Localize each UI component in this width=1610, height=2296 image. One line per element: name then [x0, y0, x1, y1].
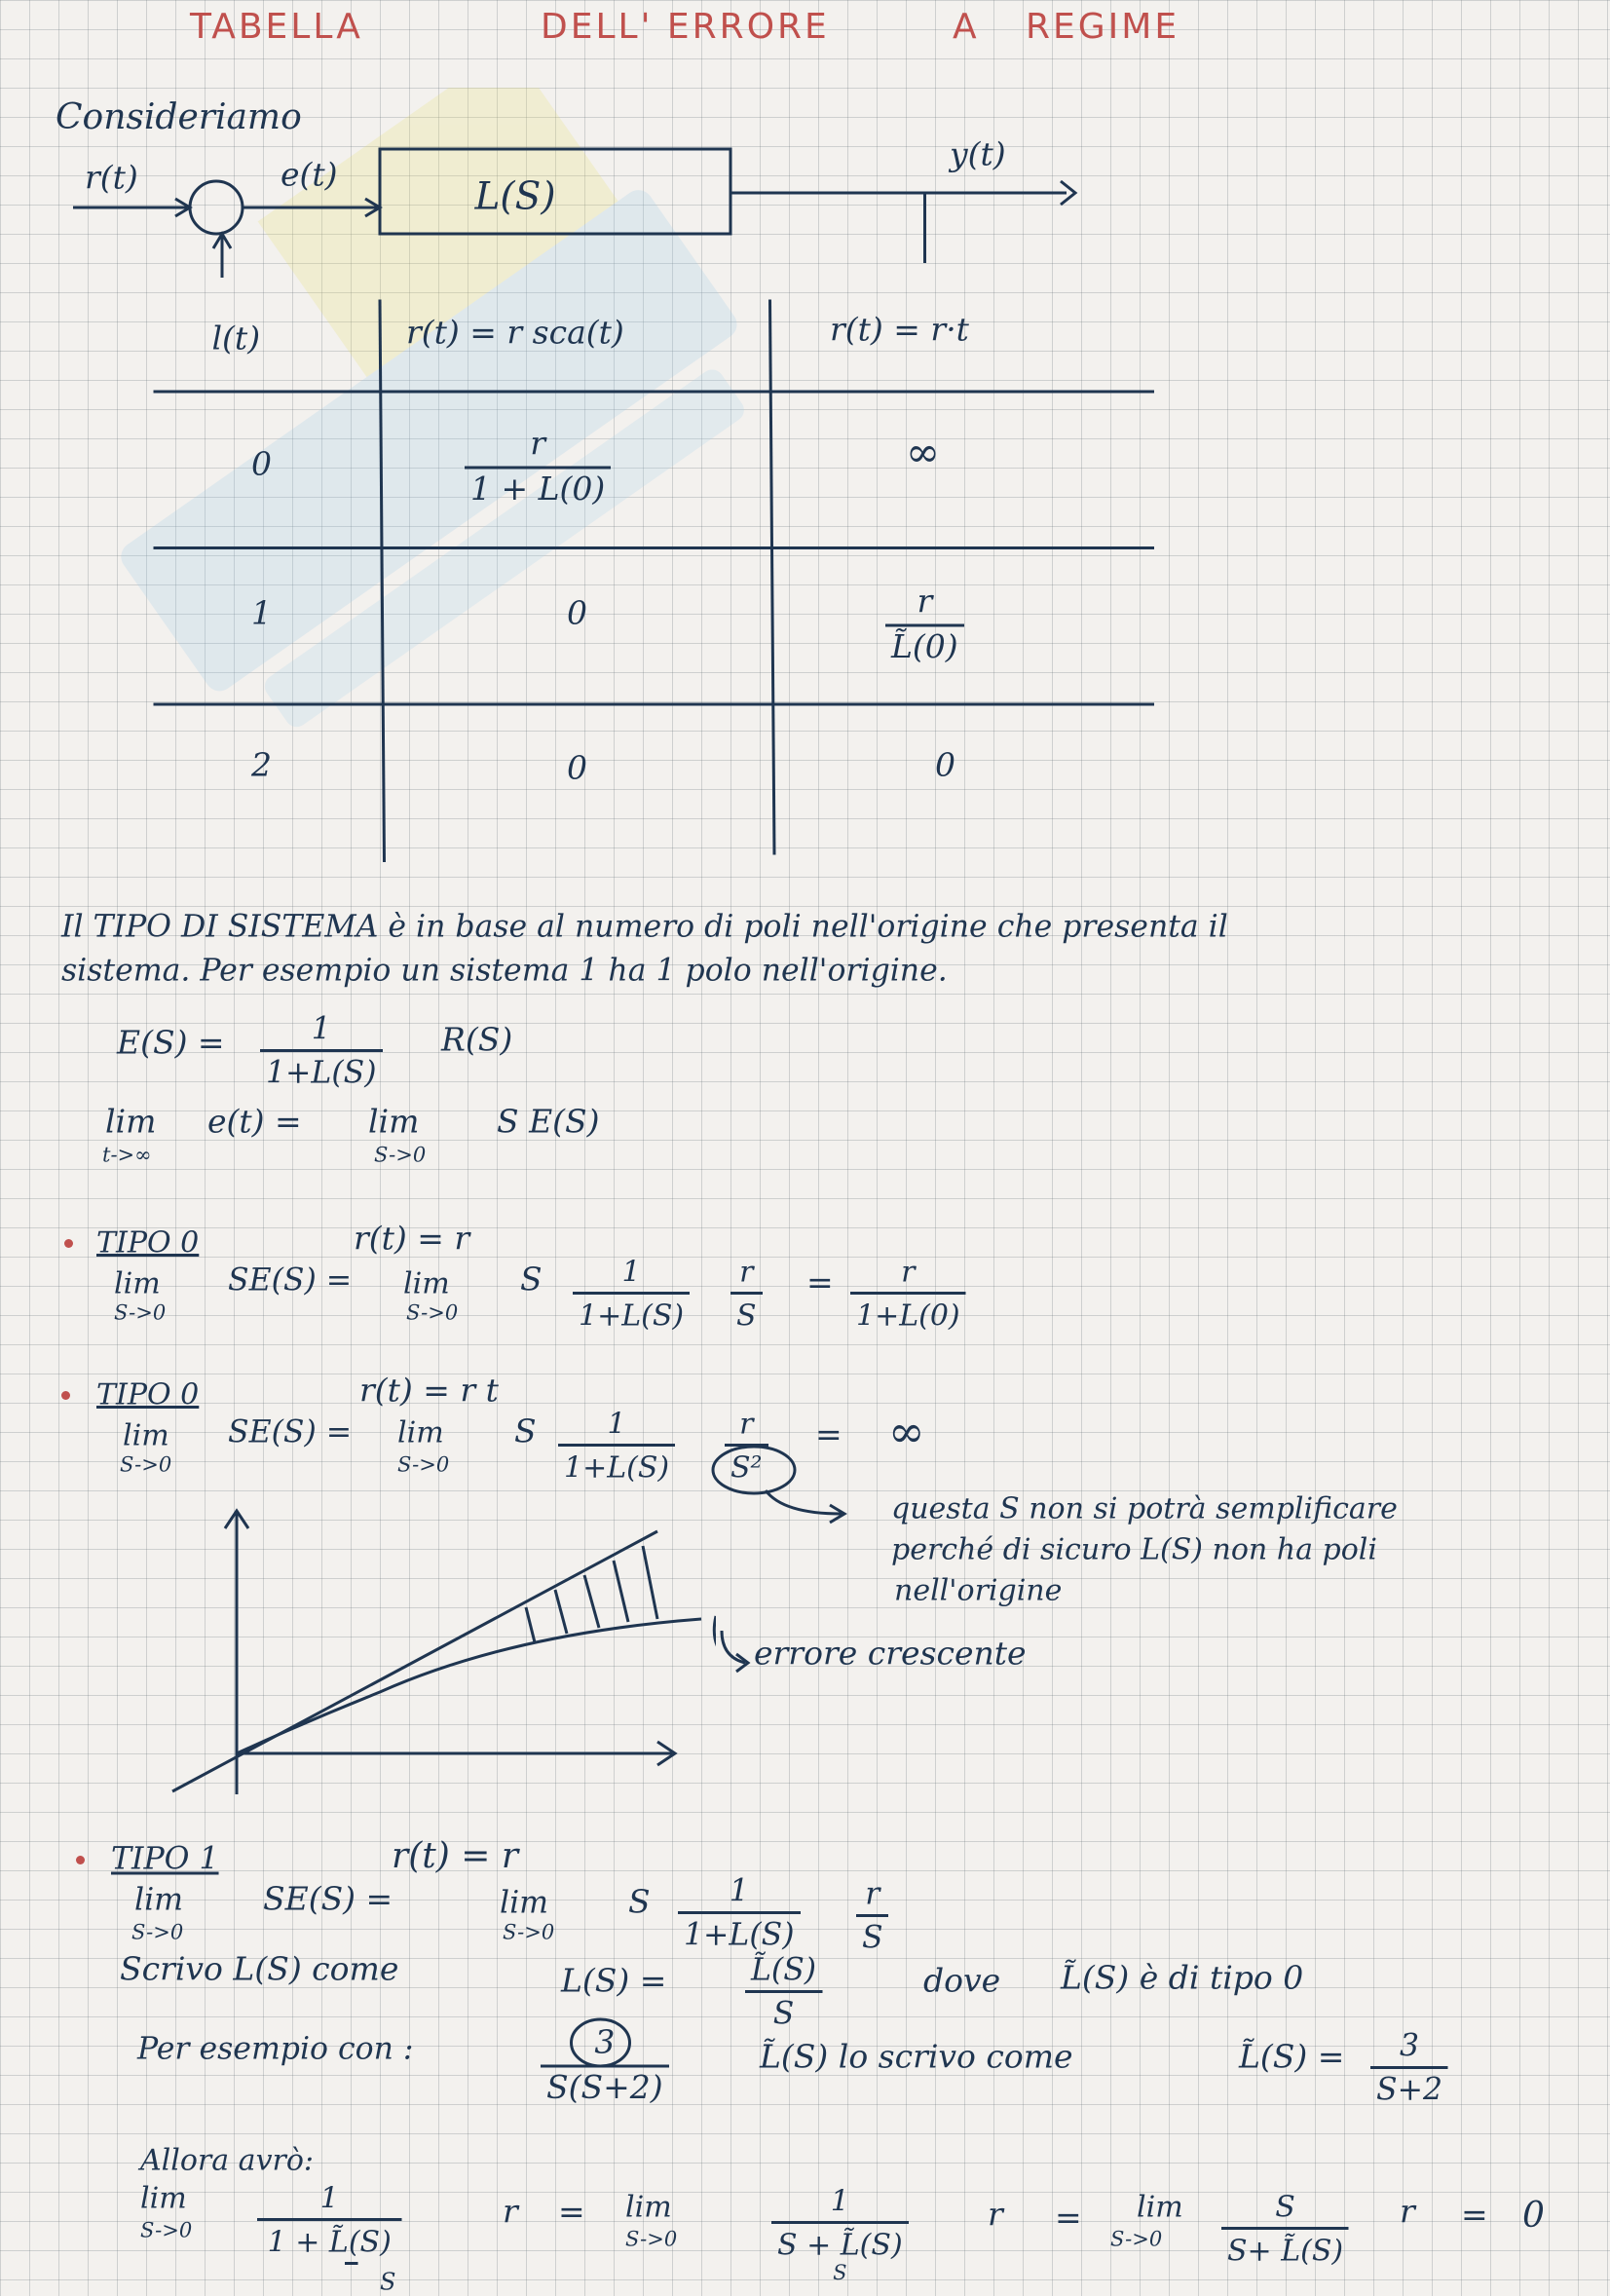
fraction-denominator: S+2: [1376, 2072, 1443, 2107]
fraction-denominator: S + L̃(S): [777, 2227, 903, 2262]
output-label: y(t): [950, 137, 1006, 174]
fraction-bar: [465, 467, 611, 470]
table-header-ramp: r(t) = r·t: [830, 313, 969, 350]
bullet: [61, 1391, 70, 1400]
fraction-bar: [745, 1990, 822, 1993]
error-formula-lhs: E(S) =: [117, 1026, 225, 1063]
block-label: L(S): [474, 175, 556, 219]
fraction-bar: [850, 1292, 966, 1295]
lim-label: lim: [403, 1265, 450, 1300]
graph-label: errore crescente: [754, 1637, 1027, 1674]
fraction-denominator: S: [380, 2268, 396, 2296]
tipo0-step-input: r(t) = r: [354, 1222, 470, 1259]
lim-subscript: S->0: [625, 2228, 678, 2252]
error-table-grid: [146, 292, 1169, 877]
input-label: r(t): [85, 161, 138, 198]
error-formula-rhs: R(S): [441, 1023, 513, 1060]
lim-label: lim: [105, 1105, 157, 1142]
note-line-2: perché di sicuro L(S) non ha poli: [891, 1531, 1377, 1566]
lim-label: lim: [134, 1882, 184, 1917]
fraction-numerator: S: [1275, 2189, 1295, 2224]
fraction-numerator: 1: [729, 1873, 749, 1908]
table-row0-step-num: r: [530, 427, 546, 464]
fraction-numerator: 1: [830, 2183, 849, 2218]
lim-subscript: S->0: [140, 2219, 193, 2243]
tipo1-fraction-1: [678, 1873, 801, 1952]
fraction-denominator: S²: [730, 1449, 763, 1485]
fraction-numerator: r: [739, 1406, 754, 1441]
error-s-domain: S E(S): [497, 1105, 600, 1142]
table-header-step: r(t) = r sca(t): [406, 316, 624, 353]
lim-subscript: S->0: [114, 1301, 167, 1326]
tipo0-step-result: [850, 1254, 966, 1333]
table-row1-step: 0: [567, 596, 587, 633]
lim-label: lim: [123, 1417, 169, 1452]
lim-subscript: S->0: [1110, 2228, 1163, 2252]
tipo1-heading: TIPO 1: [111, 1841, 219, 1876]
tipo0-step-heading: TIPO 0: [96, 1224, 200, 1260]
table-row1-ramp-den: L̃(0): [891, 629, 958, 666]
note-line-3: nell'origine: [894, 1572, 1063, 1607]
lim-subscript: S->0: [406, 1301, 459, 1326]
lim-subscript: t->∞: [102, 1144, 152, 1168]
error-growth-sketch: [161, 1502, 716, 1809]
error-formula-fraction: [260, 1011, 383, 1090]
fraction-bar: [1221, 2227, 1349, 2230]
fraction-bar: [771, 2221, 909, 2224]
s-factor: S: [520, 1262, 543, 1299]
lim-label: lim: [140, 2180, 187, 2215]
allora-text: Allora avrò:: [140, 2142, 315, 2177]
lim-subscript: S->0: [374, 1144, 427, 1168]
tipo0-step-fraction-2: [730, 1254, 763, 1333]
fraction-denominator: S+ L̃(S): [1227, 2233, 1344, 2268]
fraction-denominator: 1 + L̃(S): [267, 2224, 392, 2259]
fraction-numerator: 3: [594, 2025, 616, 2062]
error-formula-num: 1: [311, 1011, 331, 1046]
lim-subscript: S->0: [120, 1453, 172, 1478]
tipo0-ramp-se: SE(S) =: [228, 1414, 353, 1449]
table-row0-type: 0: [251, 447, 272, 484]
r-factor: r: [1400, 2195, 1415, 2232]
table-row1-type: 1: [251, 596, 272, 633]
tipo-text: L̃(S) è di tipo 0: [1061, 1961, 1304, 1998]
fraction-numerator: 1: [621, 1254, 641, 1289]
tipo1-se: SE(S) =: [263, 1882, 393, 1919]
table-row1-ramp: [885, 584, 964, 666]
final-fraction-c: [1221, 2189, 1349, 2268]
fraction-bar: [1370, 2066, 1448, 2069]
fraction-numerator: r: [865, 1876, 880, 1911]
fraction-denominator: 1+L(S): [564, 1449, 670, 1485]
final-fraction-b: [771, 2183, 909, 2285]
lim-label: lim: [114, 1265, 161, 1300]
fraction-denominator: S: [772, 1996, 795, 2031]
fraction-bar: [257, 2218, 401, 2221]
fraction-numerator: L̃(S): [751, 1952, 817, 1987]
circle-mark: [564, 2014, 637, 2072]
lim-subscript: S->0: [503, 1921, 555, 1945]
lim-subscript: S->0: [131, 1921, 184, 1945]
consideriamo-label: Consideriamo: [56, 96, 302, 137]
fraction-bar: [885, 624, 964, 627]
note-arrow: [701, 1447, 906, 1534]
equals-sign: =: [806, 1265, 834, 1302]
error-time-limit: e(t) =: [207, 1105, 302, 1142]
error-label: e(t): [281, 158, 338, 195]
lim-subscript: S->0: [397, 1453, 450, 1478]
dove-text: dove: [923, 1964, 1001, 2001]
fraction-bar: [856, 1914, 889, 1917]
lo-scrivo-text: L̃(S) lo scrivo come: [760, 2040, 1073, 2077]
fraction-bar: [730, 1292, 763, 1295]
title-word-4: REGIME: [1026, 6, 1180, 47]
fraction-numerator: r: [901, 1254, 916, 1289]
fraction-bar: [260, 1049, 383, 1052]
tipo0-step-se: SE(S) =: [228, 1262, 353, 1298]
bullet: [64, 1239, 73, 1248]
equals-sign: =: [558, 2195, 585, 2232]
equals-sign: =: [1055, 2201, 1082, 2238]
r-factor: r: [988, 2198, 1003, 2235]
table-row2-ramp: 0: [935, 748, 955, 785]
fraction-bar: [558, 1444, 675, 1447]
ltilde-fraction: [745, 1952, 822, 2031]
fraction-bar: [573, 1292, 690, 1295]
table-row0-step: [465, 427, 611, 508]
title-word-3: A: [953, 6, 980, 47]
table-row2-type: 2: [251, 748, 272, 785]
final-result: 0: [1522, 2195, 1545, 2236]
fraction-numerator: 1: [319, 2180, 339, 2215]
fraction-denominator: S(S+2): [546, 2070, 663, 2107]
tipo1-input: r(t) = r: [392, 1835, 519, 1876]
equals-sign: =: [1461, 2198, 1488, 2235]
title-word-1: TABELLA: [190, 6, 363, 47]
table-row2-step: 0: [567, 751, 587, 788]
tipo1-fraction-2: [856, 1876, 889, 1955]
scrivo-text: Scrivo L(S) come: [120, 1952, 399, 1989]
s-factor: S: [514, 1414, 537, 1451]
tipo0-ramp-input: r(t) = r t: [359, 1374, 499, 1411]
table-row0-step-den: 1 + L(0): [470, 471, 606, 508]
fraction-denominator: 1+L(S): [579, 1298, 685, 1333]
error-formula-den: 1+L(S): [266, 1055, 377, 1090]
tipo0-ramp-fraction-1: [558, 1406, 675, 1485]
lim-label: lim: [368, 1105, 420, 1142]
fraction-denominator: S: [736, 1298, 757, 1333]
fraction-numerator: 3: [1399, 2028, 1420, 2063]
fraction-bar: [678, 1911, 801, 1914]
table-header-type: l(t): [211, 321, 261, 358]
fraction-denominator: 1+L(S): [684, 1917, 795, 1952]
per-esempio-text: Per esempio con :: [137, 2031, 414, 2066]
r-factor: r: [503, 2195, 518, 2232]
ltilde-eq: L̃(S) =: [1239, 2040, 1345, 2077]
tipo0-ramp-heading: TIPO 0: [96, 1376, 200, 1411]
fraction-numerator: 1: [607, 1406, 626, 1441]
fraction-numerator: r: [739, 1254, 754, 1289]
fraction-denominator: 1+L(0): [856, 1298, 960, 1333]
lim-label: lim: [1137, 2189, 1183, 2224]
tipo0-step-fraction-1: [573, 1254, 690, 1333]
ls-equation: L(S) =: [561, 1964, 667, 2001]
lim-label: lim: [500, 1885, 549, 1920]
tipo0-ramp-result: ∞: [888, 1407, 925, 1458]
lim-label: lim: [397, 1414, 444, 1449]
lim-label: lim: [625, 2189, 672, 2224]
bullet: [76, 1856, 85, 1864]
fraction-denominator: S: [862, 1920, 883, 1955]
example-2-fraction: [1370, 2028, 1448, 2107]
table-row0-ramp: ∞: [906, 428, 940, 476]
note-line-1: questa S non si potrà semplificare: [891, 1490, 1398, 1525]
title-word-2: DELL' ERRORE: [541, 6, 830, 47]
fraction-bar: [345, 2262, 357, 2265]
explanation-line-2: sistema. Per esempio un sistema 1 ha 1 polo nell'origine.: [61, 953, 948, 988]
s-factor: S: [628, 1885, 651, 1922]
table-row1-ramp-num: r: [917, 584, 933, 621]
explanation-line-1: Il TIPO DI SISTEMA è in base al numero di poli nell'origine che presenta il: [61, 909, 1228, 944]
fraction-denominator: S: [833, 2262, 847, 2285]
equals-sign: =: [815, 1417, 842, 1454]
